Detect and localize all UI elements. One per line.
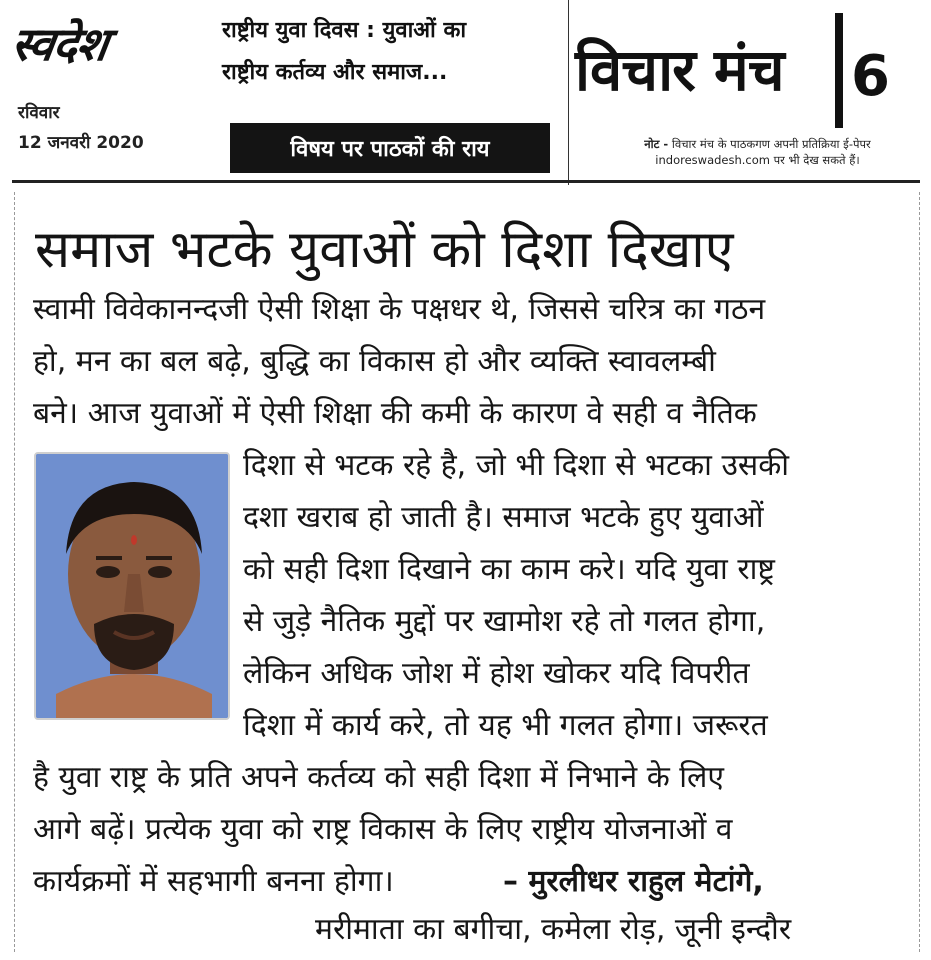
header-rule [12,180,920,183]
header-divider [568,0,569,185]
topic-line-2: राष्ट्रीय कर्तव्य और समाज... [222,60,448,85]
topic-box [222,10,552,175]
masthead-logo [8,12,202,92]
newspaper-header [0,0,931,185]
author-address: मरीमाता का बगीचा, कमेला रोड़, जूनी इन्दौर [315,912,792,947]
section-title: विचार मंच [575,36,784,104]
reader-note [595,136,920,168]
article-line: है युवा राष्ट्र के प्रति अपने कर्तव्य को सही दिशा में निभाने के लिए [33,760,724,795]
article-line: दिशा में कार्य करे, तो यह भी गलत होगा। जरूरत [243,708,768,743]
page-number: 6 [851,44,890,109]
logo-text: स्वदेश [8,17,111,71]
readers-opinion-tag: विषय पर पाठकों की राय [230,123,550,173]
note-text: विचार मंच के पाठकगण अपनी प्रतिक्रिया ई-पेपर [671,137,871,151]
article-line: हो, मन का बल बढ़े, बुद्धि का विकास हो और व्यक्ति स्वावलम्बी [33,344,716,379]
article-line: कार्यक्रमों में सहभागी बनना होगा। [33,864,394,899]
author-photo [34,452,230,720]
article-line: दिशा से भटक रहे है, जो भी दिशा से भटका उसकी [243,448,790,483]
article-headline: समाज भटके युवाओं को दिशा दिखाए [35,220,734,280]
issue-day: रविवार [18,103,60,123]
article-line: आगे बढ़ें। प्रत्येक युवा को राष्ट्र विकास के लिए राष्ट्रीय योजनाओं व [33,812,733,847]
section-bar [835,13,843,128]
section-heading [575,8,925,183]
article-line: स्वामी विवेकानन्दजी ऐसी शिक्षा के पक्षधर थे, जिससे चरित्र का गठन [33,292,766,327]
issue-date: 12 जनवरी 2020 [18,133,144,153]
article-line: लेकिन अधिक जोश में होश खोकर यदि विपरीत [243,656,750,691]
note-label: नोट - [644,137,669,151]
article-line: बने। आज युवाओं में ऐसी शिक्षा की कमी के कारण वे सही व नैतिक [33,396,757,431]
portrait-illustration [36,454,230,720]
author-name: – मुरलीधर राहुल मेटांगे, [503,864,764,899]
article-line: को सही दिशा दिखाने का काम करे। यदि युवा राष्ट्र [243,552,775,587]
article-line: दशा खराब हो जाती है। समाज भटके हुए युवाओं [243,500,764,535]
article-line: से जुड़े नैतिक मुद्दों पर खामोश रहे तो गलत होगा, [243,604,766,639]
note-website[interactable]: indoreswadesh.com पर भी देख सकते हैं। [655,153,860,167]
topic-line-1: राष्ट्रीय युवा दिवस : युवाओं का [222,18,467,43]
